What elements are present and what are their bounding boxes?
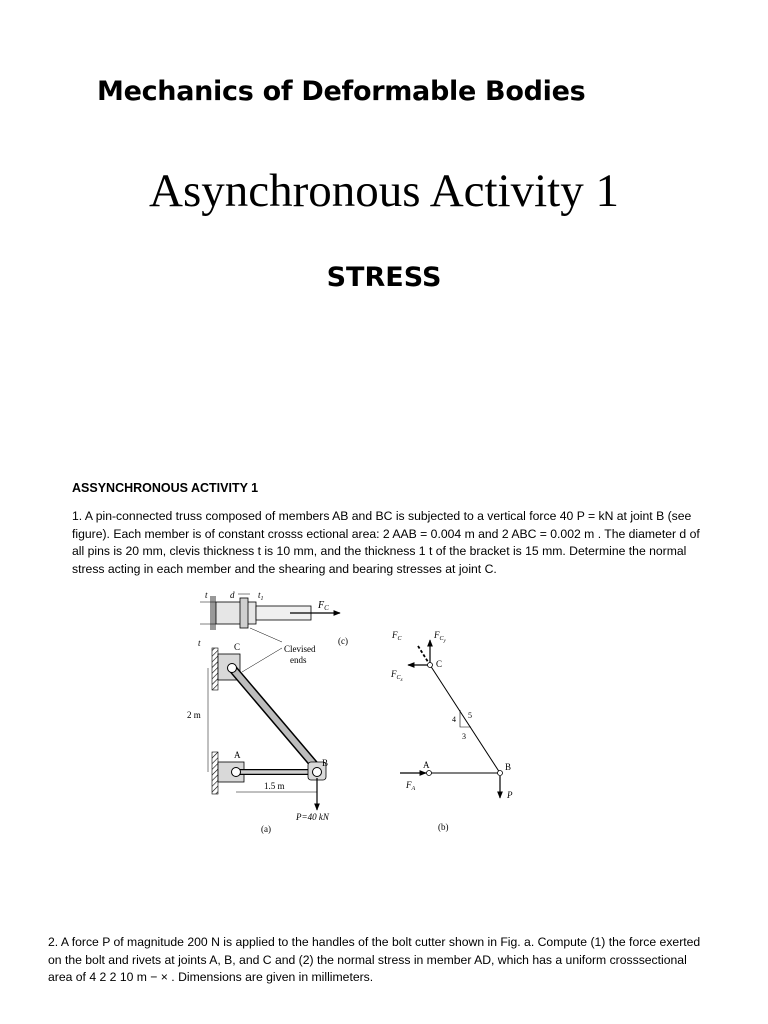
fbd-slope-5: 5 [468,711,472,720]
fbd-label-b: B [505,762,512,772]
joint-a-pin [232,768,241,777]
label-span: 1.5 m [264,781,285,791]
fbd-label-fcx: $F_{Cx}$ [391,669,403,683]
joint-c-pin [228,664,237,673]
label-b: B [322,758,329,768]
clevised-label: Clevised [284,644,316,654]
joint-b-pin [313,768,322,777]
detail-pin [240,598,248,628]
fbd-force-fc [418,646,430,665]
fbd-label-fa: $F_A$ [406,780,416,792]
panel-a-label: (a) [261,824,271,834]
section-heading: ASSYNCHRONOUS ACTIVITY 1 [72,481,259,495]
truss-figure [180,586,540,846]
fbd-joint-c [428,663,433,668]
wall-bottom [212,752,218,794]
fbd-label-a: A [423,760,430,770]
course-title: Mechanics of Deformable Bodies [97,76,586,107]
fbd-label-fc: $F_C$ [392,630,402,642]
detail-label-t-bot: t [198,638,201,648]
fbd-joint-b [498,771,503,776]
activity-title: Asynchronous Activity 1 [149,165,619,217]
ends-label: ends [290,655,307,665]
label-height: 2 m [187,710,201,720]
label-c: C [234,642,241,652]
detail-label-t1: $t_1$ [258,590,264,602]
fbd-label-p: P [507,790,513,800]
member-bc-inner [232,668,317,768]
detail-label-fc: $F_C$ [318,600,329,612]
detail-label-t-top: t [205,590,208,600]
panel-b-label: (b) [438,822,449,832]
fbd-label-c: C [436,659,443,669]
fbd-member-bc [430,665,500,773]
fbd-joint-a [427,771,432,776]
label-load: P=40 kN [296,812,329,822]
topic-title: STRESS [326,262,442,293]
problem-1-text: 1. A pin-connected truss composed of members AB and BC is subjected to a vertical force 40 P = kN at joint B (see figure). Each member is of constant crosss ectional area: 2 AAB = 0.004 m and 2 ABC = 0.002 m . The diameter d of all pins is 20 mm, clevis thickness t is 10 mm, and the thickness 1 t of the bracket is 15 mm. Determine the normal stress acting in each member and the shearing and bearing stresses at joint C. [72,509,700,576]
problem-2-text: 2. A force P of magnitude 200 N is applied to the handles of the bolt cutter shown in Fig. a. Compute (1) the force exerted on the bolt and rivets at joints A, B, and C and (2) the normal stress in member AD, which has a uniform crosssectional area of 4 2 2 10 m − × . Dimensions are given in millimeters. [48,935,701,984]
leader-clevis-1 [250,628,282,642]
fbd-slope-3: 3 [462,732,466,741]
leader-clevis-2 [242,648,282,672]
detail-label-d: d [230,590,235,600]
fbd-label-fcy: $F_{Cy}$ [434,630,446,644]
detail-clevis [216,602,256,624]
detail-wall [210,596,216,630]
fbd-slope-4: 4 [452,715,456,724]
label-a: A [234,750,241,760]
wall-top [212,648,218,690]
panel-c-label: (c) [338,636,348,646]
